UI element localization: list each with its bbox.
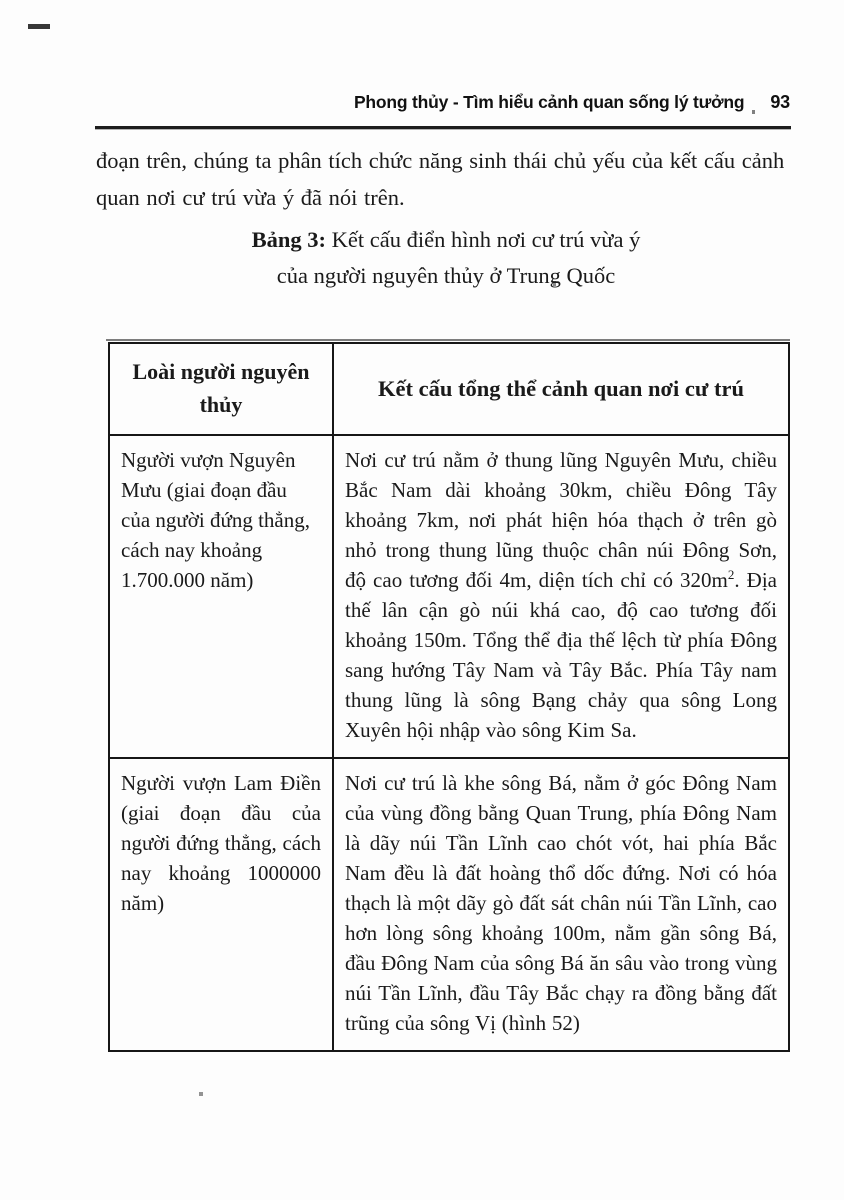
column-header-species: Loài người nguyên thủy <box>109 343 333 435</box>
running-head <box>95 92 790 113</box>
running-head-title: Phong thủy - Tìm hiểu cảnh quan sống lý tưởng <box>353 92 745 112</box>
table-container <box>108 342 788 1052</box>
habitat-structure-table <box>108 342 790 1052</box>
scan-artifact-mark <box>28 24 50 29</box>
cell-structure-1-text <box>345 445 777 745</box>
scan-artifact-dot <box>199 1092 203 1096</box>
cell-species-2: Người vượn Lam Điền (giai đoạn đầu của người đứng thẳng, cách nay khoảng 1000000 năm) <box>109 758 333 1051</box>
table-caption-line-2: của người nguyên thủy ở Trung Quốc <box>276 263 616 288</box>
table-row <box>109 758 789 1051</box>
cell-species-1: Người vượn Nguyên Mưu (giai đoạn đầu của người đứng thẳng, cách nay khoảng 1.700.000 năm) <box>109 435 333 758</box>
table-caption-label: Bảng 3: <box>251 227 327 252</box>
superscript-square: 2 <box>727 567 735 582</box>
header-divider <box>95 126 791 129</box>
structure-text-part-1: Nơi cư trú nằm ở thung lũng Nguyên Mưu, chiều Bắc Nam dài khoảng 30km, chiều Đông Tây khoảng 7km, nơi phát hiện hóa thạch ở trên gò nhỏ trong thung lũng thuộc chân núi Đông Sơn, độ cao tương đối 4m, diện tích chỉ có 320m <box>345 448 777 592</box>
structure-text-part-1: Nơi cư trú là khe sông Bá, nằm ở góc Đông Nam của vùng đồng bằng Quan Trung, phía Đông Nam là dãy núi Tần Lĩnh cao chót vót, hai phía Bắc Nam đều là đất hoàng thổ dốc đứng. Nơi có hóa thạch là một dãy gò đất sát chân núi Tần Lĩnh, cao hơn lòng sông khoảng 100m, nằm gần sông Bá, đầu Đông Nam của sông Bá ăn sâu vào trong vùng núi Tần Lĩnh, đầu Tây Bắc chạy ra đồng bằng đất trũng của sông Vị (hình 52) <box>345 771 777 1035</box>
cell-structure-2 <box>333 758 789 1051</box>
table-header-row <box>109 343 789 435</box>
structure-text-part-2: . Địa thế lân cận gò núi khá cao, độ cao tương đối khoảng 150m. Tổng thể địa thế lệch từ phía Đông sang hướng Tây Nam và Tây Bắc. Phía Tây nam thung lũng là sông Bạng chảy qua sông Long Xuyên hội nhập vào sông Kim Sa. <box>345 568 777 742</box>
table-caption-text-1: Kết cấu điển hình nơi cư trú vừa ý <box>331 227 641 252</box>
cell-structure-1 <box>333 435 789 758</box>
table-row <box>109 435 789 758</box>
table-caption <box>96 222 796 294</box>
intro-paragraph: đoạn trên, chúng ta phân tích chức năng sinh thái chủ yếu của kết cấu cảnh quan nơi cư trú vừa ý đã nói trên. <box>96 148 785 210</box>
cell-structure-2-text <box>345 768 777 1038</box>
page-number: 93 <box>770 92 790 112</box>
column-header-structure: Kết cấu tổng thể cảnh quan nơi cư trú <box>333 343 789 435</box>
table-caption-line-1 <box>96 222 796 258</box>
